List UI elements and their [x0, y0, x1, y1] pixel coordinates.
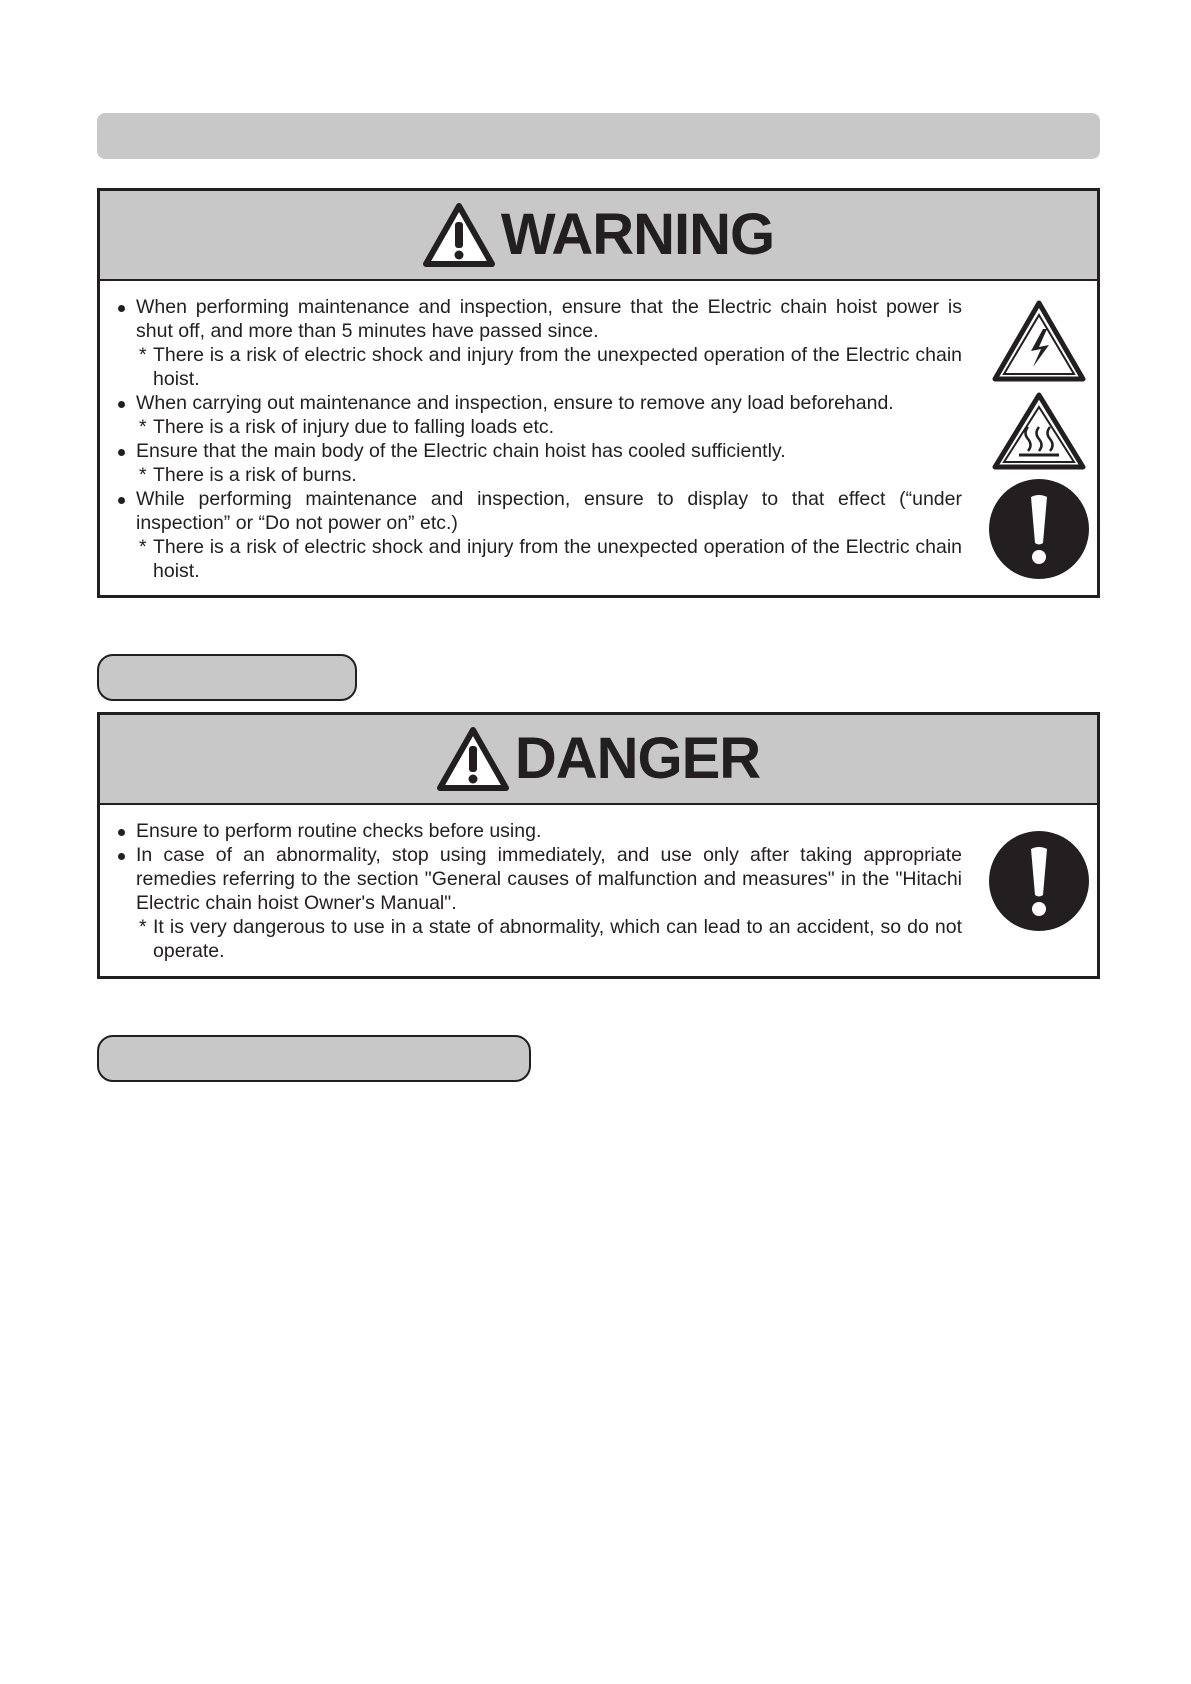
note-text: There is a risk of electric shock and injury from the unexpected operation of the Electric chain hoist. — [153, 536, 962, 582]
mandatory-action-icon — [987, 477, 1091, 581]
danger-title: DANGER — [514, 726, 761, 791]
list-item — [100, 819, 962, 843]
bullet-text: Ensure that the main body of the Electric chain hoist has cooled sufficiently. — [136, 440, 786, 462]
list-item — [100, 391, 962, 439]
bullet-dot — [118, 853, 125, 860]
bullet-text: When performing maintenance and inspection, ensure that the Electric chain hoist power is shut off, and more than 5 minutes have passed since. — [136, 296, 962, 342]
note-text: There is a risk of electric shock and injury from the unexpected operation of the Electric chain hoist. — [153, 344, 962, 390]
warning-triangle-icon — [423, 202, 495, 268]
mandatory-action-icon — [987, 829, 1091, 933]
bullet-dot — [118, 305, 125, 312]
warning-title: WARNING — [500, 202, 775, 267]
warning-list — [100, 295, 962, 583]
note — [136, 343, 962, 391]
bullet-dot — [118, 401, 125, 408]
electric-shock-icon — [991, 299, 1087, 383]
bullet-dot — [118, 449, 125, 456]
danger-header — [100, 715, 1097, 805]
list-item — [100, 295, 962, 391]
warning-box — [97, 188, 1100, 598]
note-text: It is very dangerous to use in a state of abnormality, which can lead to an accident, so do not operate. — [153, 916, 962, 962]
bullet-text: In case of an abnormality, stop using immediately, and use only after taking appropriate remedies referring to the section "General causes of malfunction and measures" in the "Hitachi Electric chain hoist Owner's Manual". — [136, 844, 962, 914]
note — [136, 915, 962, 963]
warning-header — [100, 191, 1097, 281]
note — [136, 463, 962, 487]
danger-body — [100, 805, 1097, 963]
hot-surface-icon — [991, 391, 1087, 471]
note — [136, 415, 962, 439]
danger-box — [97, 712, 1100, 979]
section-tab-2 — [97, 1035, 531, 1082]
danger-list — [100, 819, 962, 963]
section-tab-1 — [97, 654, 357, 701]
bullet-text: When carrying out maintenance and inspection, ensure to remove any load beforehand. — [136, 392, 894, 414]
note-text: There is a risk of burns. — [153, 464, 357, 486]
note-marker: * — [139, 916, 147, 938]
bullet-text: While performing maintenance and inspection, ensure to display to that effect (“under inspection” or “Do not power on” etc.) — [136, 488, 962, 534]
note — [136, 535, 962, 583]
bullet-text: Ensure to perform routine checks before using. — [136, 820, 542, 842]
list-item — [100, 439, 962, 487]
warning-triangle-icon — [437, 726, 509, 792]
list-item — [100, 843, 962, 963]
bullet-dot — [118, 497, 125, 504]
note-marker: * — [139, 344, 147, 366]
warning-body — [100, 281, 1097, 583]
list-item — [100, 487, 962, 583]
section-header-bar — [97, 113, 1100, 159]
note-text: There is a risk of injury due to falling loads etc. — [153, 416, 555, 438]
note-marker: * — [139, 464, 147, 486]
note-marker: * — [139, 416, 147, 438]
note-marker: * — [139, 536, 147, 558]
bullet-dot — [118, 829, 125, 836]
